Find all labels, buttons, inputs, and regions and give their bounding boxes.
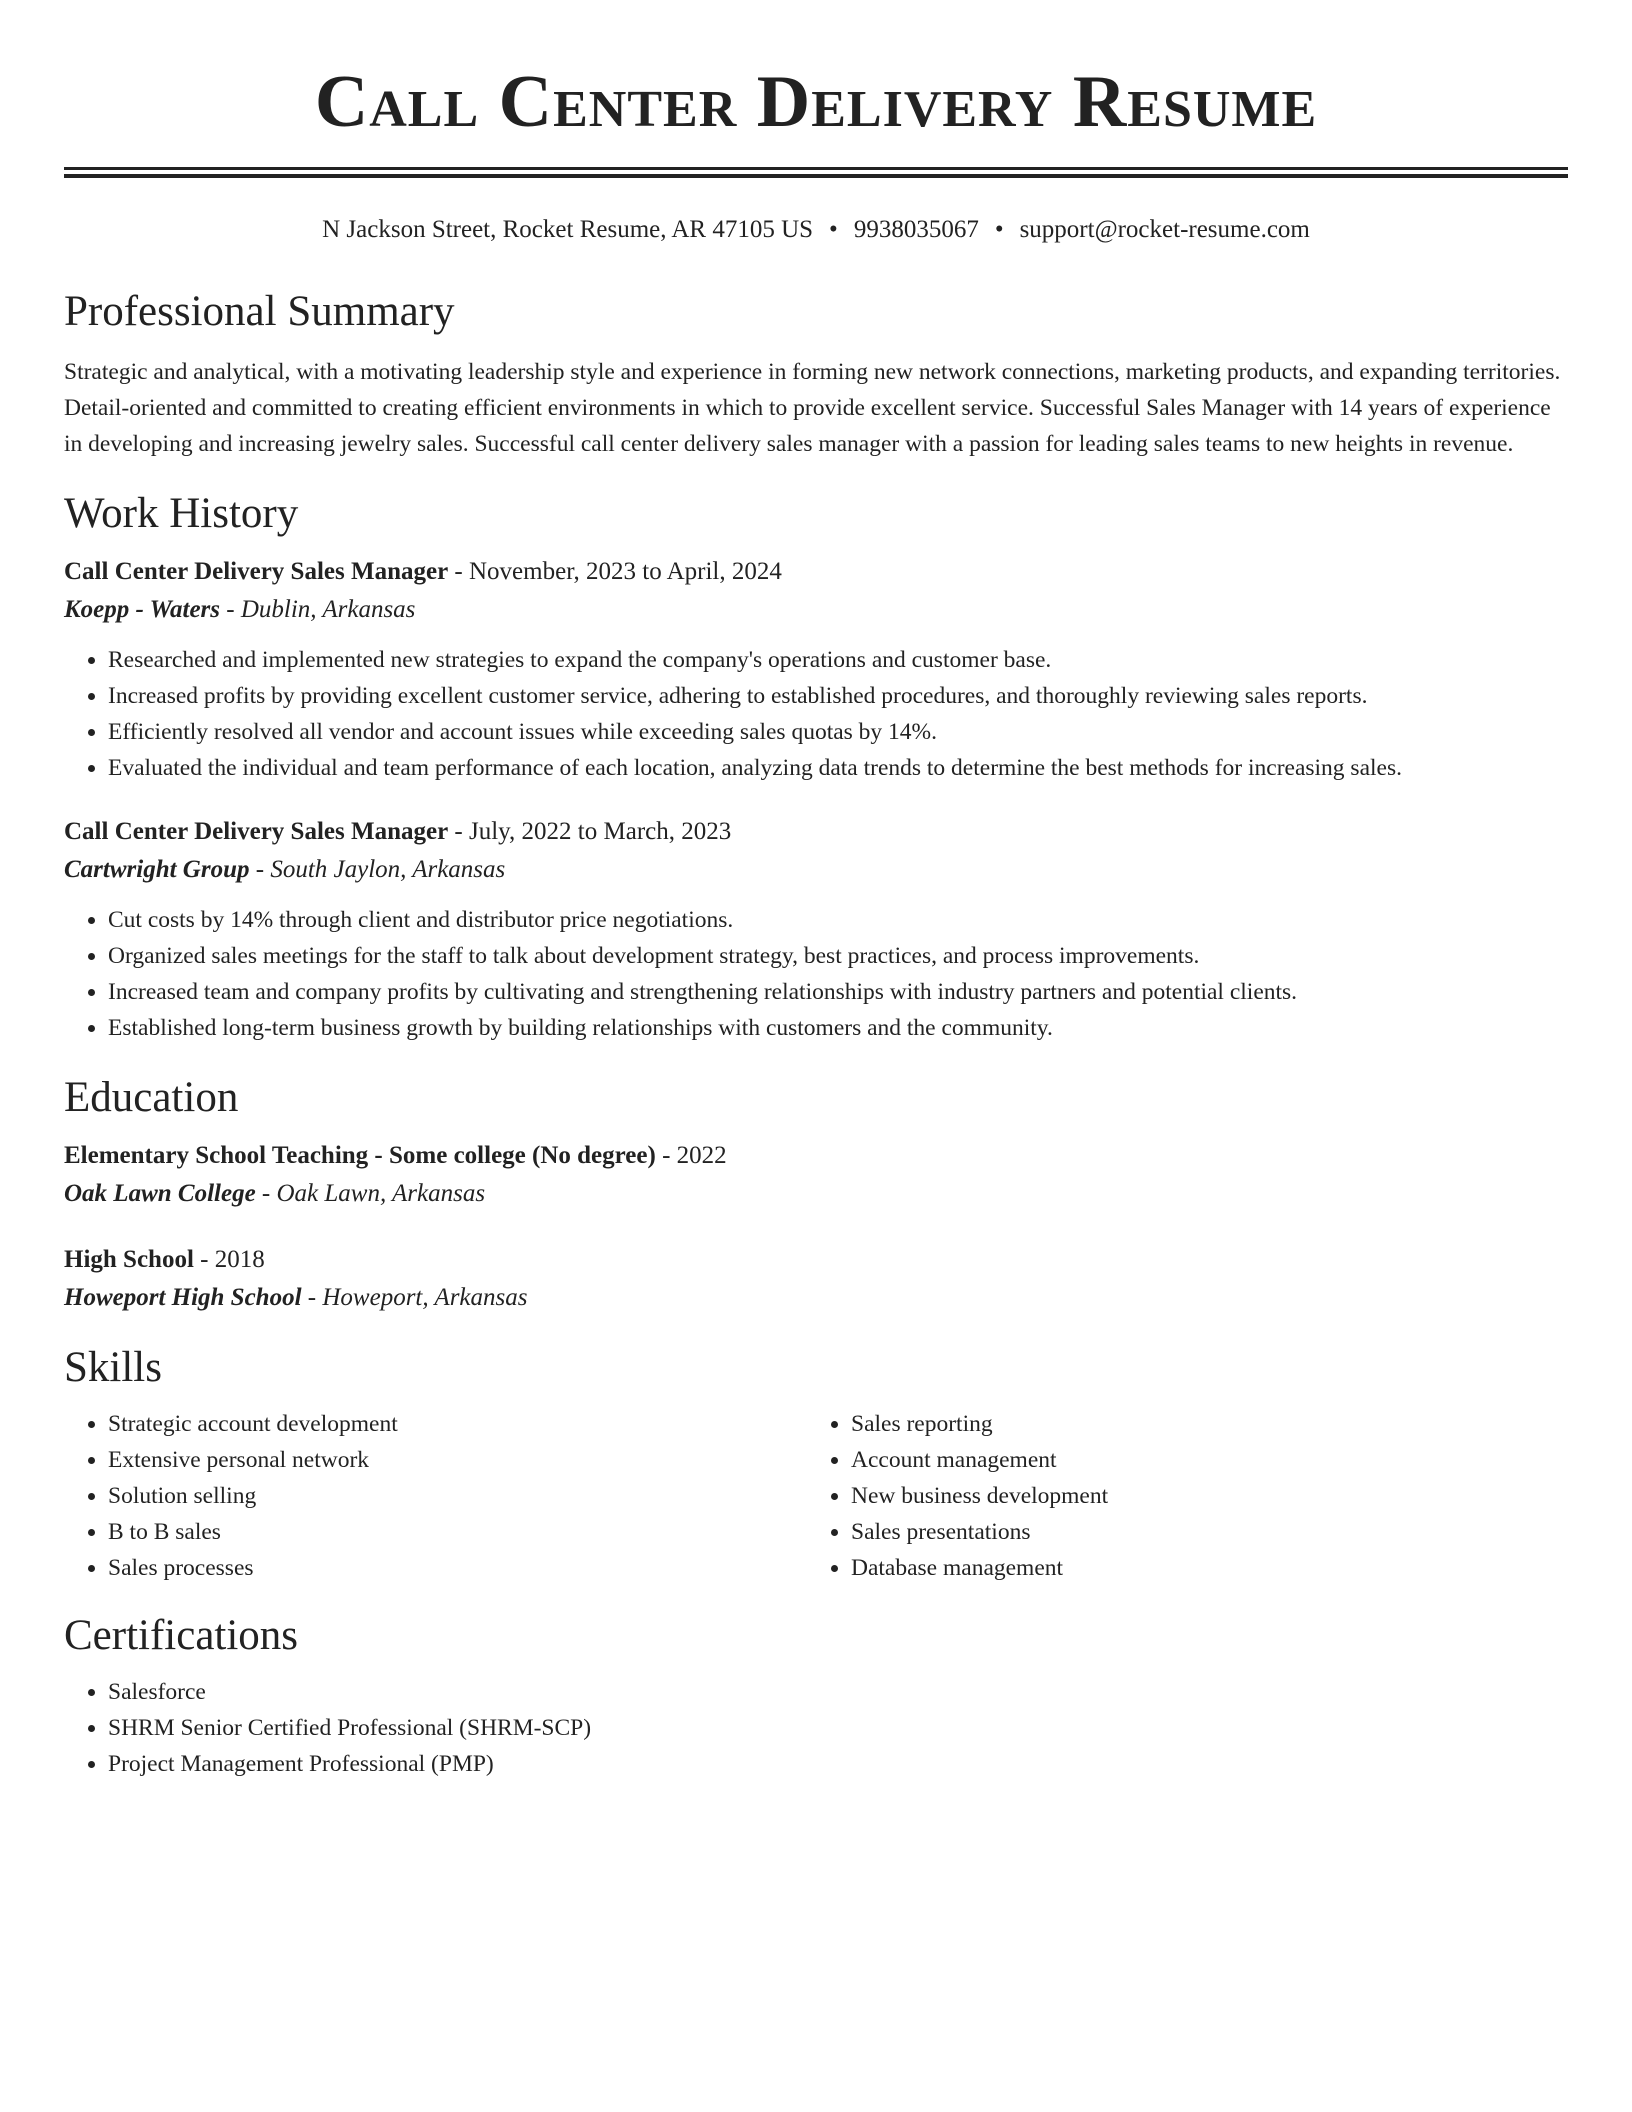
skills-column-right <box>807 1406 1567 1586</box>
job-bullet: • Increased team and company profits by cultivating and strengthening relationships with industry partners and potential clients. <box>108 974 1568 1010</box>
skill-item: • Extensive personal network <box>108 1442 807 1478</box>
job-entry <box>64 554 1568 786</box>
education-location: - Howeport, Arkansas <box>301 1284 528 1311</box>
education-header <box>64 1138 1568 1174</box>
education-year: - 2022 <box>655 1142 727 1169</box>
job-bullets <box>64 642 1568 786</box>
job-company-line <box>64 590 1568 630</box>
certification-item: • Project Management Professional (PMP) <box>108 1746 1568 1782</box>
certifications-list <box>64 1674 1568 1782</box>
skill-item: • Account management <box>851 1442 1567 1478</box>
skills-column-left <box>64 1406 807 1586</box>
education-location: - Oak Lawn, Arkansas <box>255 1180 486 1207</box>
education-entry <box>64 1242 1568 1318</box>
job-bullet: • Evaluated the individual and team performance of each location, analyzing data trends to determine the best methods for increasing sales. <box>108 750 1568 786</box>
job-dates: - November, 2023 to April, 2024 <box>448 558 782 585</box>
skill-item: • New business development <box>851 1478 1567 1514</box>
resume-title: Call Center Delivery Resume <box>314 61 1318 143</box>
summary-heading: Professional Summary <box>64 288 455 335</box>
job-bullet: • Cut costs by 14% through client and distributor price negotiations. <box>108 902 1568 938</box>
job-bullet: • Established long-term business growth by building relationships with customers and the community. <box>108 1010 1568 1046</box>
job-location: - South Jaylon, Arkansas <box>249 856 506 883</box>
certification-item: • Salesforce <box>108 1674 1568 1710</box>
skill-item: • Solution selling <box>108 1478 807 1514</box>
education-header <box>64 1242 1568 1278</box>
job-header <box>64 814 1568 850</box>
education-school-line <box>64 1174 1568 1214</box>
summary-text: Strategic and analytical, with a motivating leadership style and experience in forming new network connections, marketing products, and expanding territories. Detail-oriented and committed to creating efficient environments in which to provide excellent service. Successful Sales Manager with 14 years of experience in developing and increasing jewelry sales. Successful call center delivery sales manager with a passion for leading sales teams to new heights in revenue. <box>64 359 1561 457</box>
job-bullet: • Efficiently resolved all vendor and account issues while exceeding sales quotas by 14%. <box>108 714 1568 750</box>
education-degree: High School <box>64 1246 194 1273</box>
contact-line <box>64 214 1568 246</box>
certifications-heading: Certifications <box>64 1612 299 1659</box>
education-school: Howeport High School <box>64 1284 302 1311</box>
job-entry <box>64 814 1568 1046</box>
work-history-heading: Work History <box>64 490 299 537</box>
skill-item: • B to B sales <box>108 1514 807 1550</box>
title-double-rule <box>64 167 1568 178</box>
certification-item: • SHRM Senior Certified Professional (SHRM-SCP) <box>108 1710 1568 1746</box>
education-school: Oak Lawn College <box>64 1180 256 1207</box>
skill-item: • Strategic account development <box>108 1406 807 1442</box>
education-entry <box>64 1138 1568 1214</box>
job-bullet: • Increased profits by providing excellent customer service, adhering to established procedures, and thoroughly reviewing sales reports. <box>108 678 1568 714</box>
job-role: Call Center Delivery Sales Manager <box>64 818 449 845</box>
contact-separator: • <box>829 216 838 243</box>
job-location: - Dublin, Arkansas <box>220 596 416 623</box>
job-role: Call Center Delivery Sales Manager <box>64 558 449 585</box>
contact-address: N Jackson Street, Rocket Resume, AR 47105 US <box>322 216 814 243</box>
job-bullet: • Researched and implemented new strategies to expand the company's operations and customer base. <box>108 642 1568 678</box>
education-year: - 2018 <box>193 1246 265 1273</box>
education-heading: Education <box>64 1074 239 1121</box>
job-bullets <box>64 902 1568 1046</box>
skills-columns <box>64 1406 1568 1586</box>
education-school-line <box>64 1278 1568 1318</box>
job-company: Cartwright Group <box>64 856 250 883</box>
skill-item: • Sales processes <box>108 1550 807 1586</box>
job-dates: - July, 2022 to March, 2023 <box>448 818 732 845</box>
job-bullet: • Organized sales meetings for the staff to talk about development strategy, best practices, and process improvements. <box>108 938 1568 974</box>
job-header <box>64 554 1568 590</box>
contact-separator: • <box>994 216 1004 243</box>
job-company: Koepp - Waters <box>64 596 221 623</box>
contact-email: support@rocket-resume.com <box>1019 216 1310 243</box>
skill-item: • Database management <box>851 1550 1567 1586</box>
education-degree: Elementary School Teaching - Some college (No degree) <box>64 1142 656 1169</box>
contact-phone: 9938035067 <box>853 216 979 243</box>
skill-item: • Sales presentations <box>851 1514 1567 1550</box>
skill-item: • Sales reporting <box>851 1406 1567 1442</box>
job-company-line <box>64 850 1568 890</box>
skills-heading: Skills <box>64 1344 162 1391</box>
